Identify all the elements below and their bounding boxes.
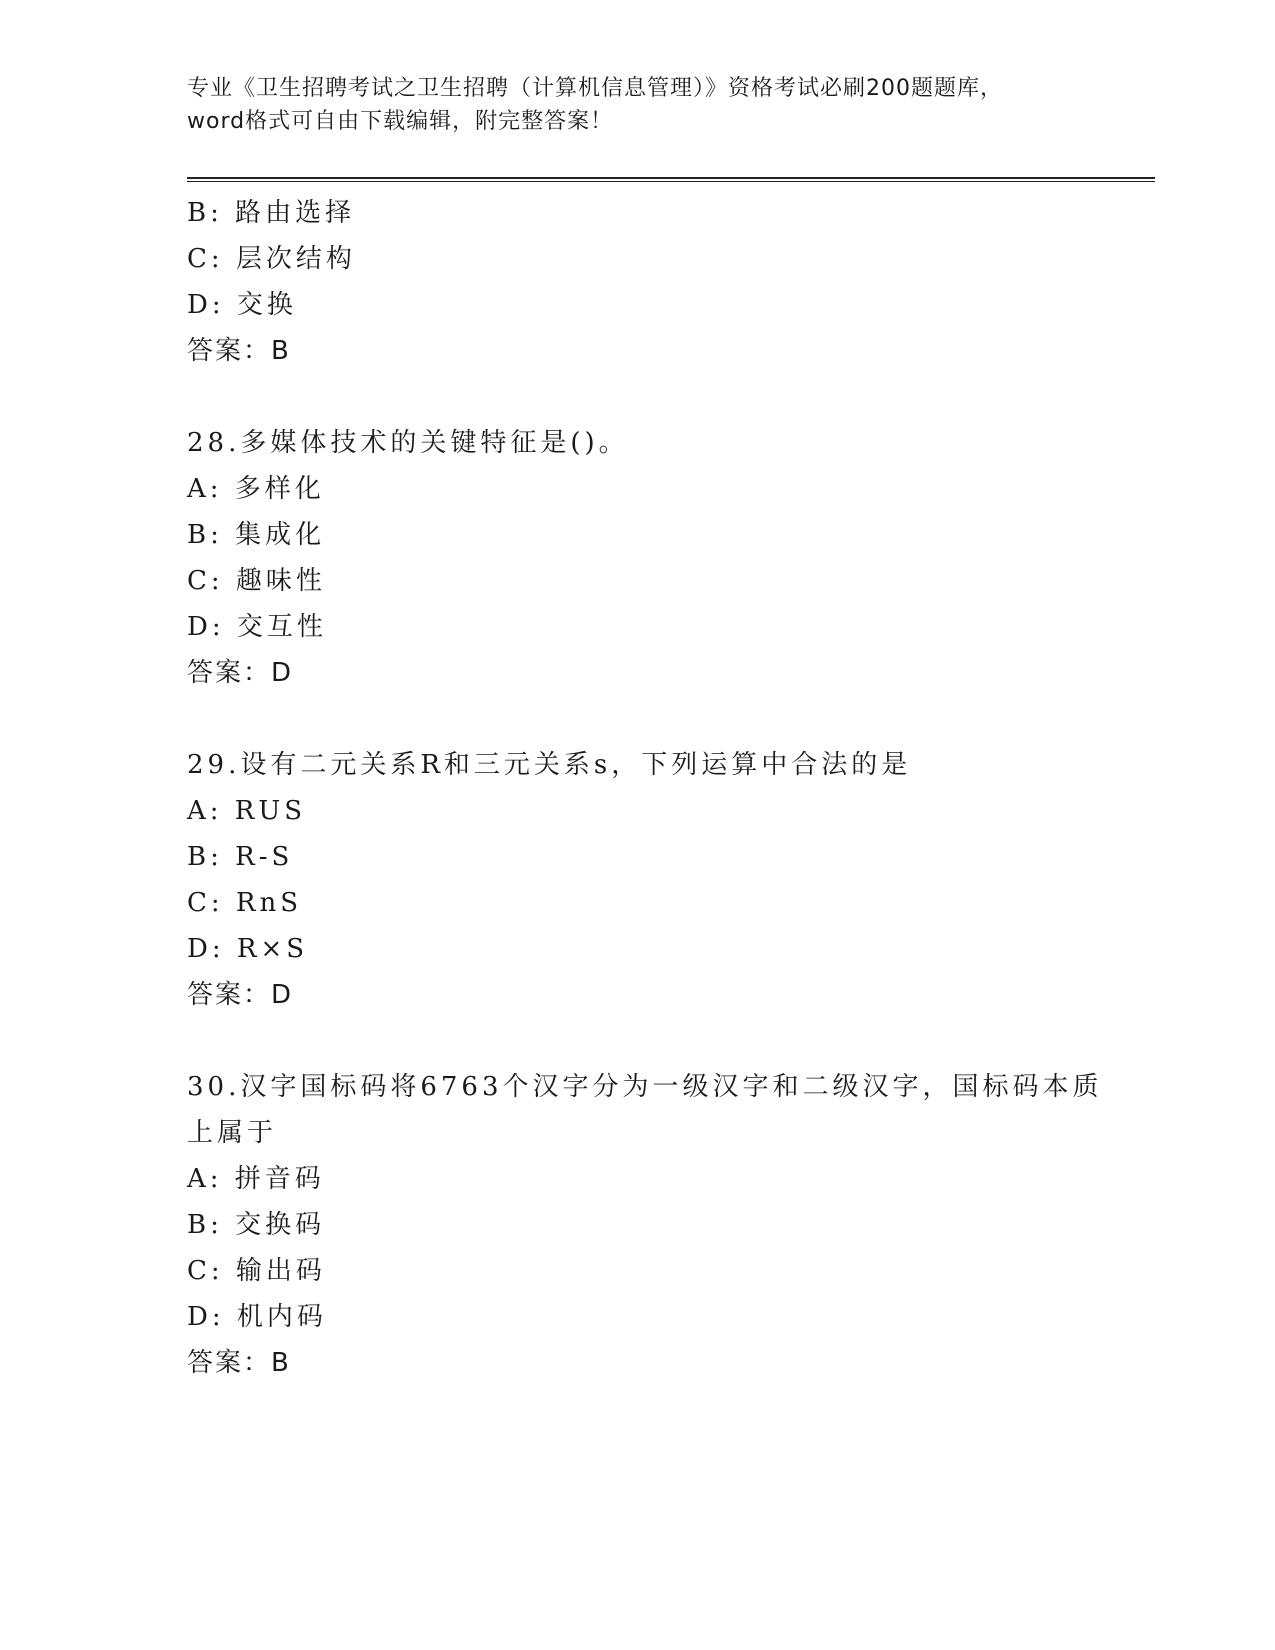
- option-b: B: R-S: [187, 842, 294, 872]
- answer: 答案：B: [187, 336, 291, 366]
- header-line-1: 专业《卫生招聘考试之卫生招聘（计算机信息管理）》资格考试必刷200题题库，: [187, 76, 1003, 101]
- option-a: A: 多样化: [187, 474, 325, 504]
- question-text-line-1: 30.汉字国标码将6763个汉字分为一级汉字和二级汉字，国标码本质: [187, 1072, 1103, 1102]
- question-28: [187, 420, 1087, 696]
- answer: 答案：D: [187, 658, 294, 688]
- option-d: D: 机内码: [187, 1302, 327, 1332]
- option-c: C: RnS: [187, 888, 303, 918]
- header-divider: [187, 177, 1155, 182]
- document-header: [187, 72, 1087, 138]
- question-text: 28.多媒体技术的关键特征是()。: [187, 428, 629, 458]
- option-d: D: 交换: [187, 290, 297, 320]
- header-line-2: word格式可自由下载编辑，附完整答案！: [187, 109, 614, 134]
- option-c: C: 输出码: [187, 1256, 326, 1286]
- option-b: B: 交换码: [187, 1210, 326, 1240]
- question-27-tail: [187, 190, 1087, 374]
- question-30: [187, 1064, 1103, 1386]
- question-text-line-2: 上属于: [187, 1118, 278, 1148]
- option-d: D: 交互性: [187, 612, 327, 642]
- option-b: B: 集成化: [187, 520, 326, 550]
- option-d: D: R×S: [187, 934, 309, 964]
- option-b: B: 路由选择: [187, 198, 356, 228]
- question-text: 29.设有二元关系R和三元关系s，下列运算中合法的是: [187, 750, 912, 780]
- option-a: A: RUS: [187, 796, 307, 826]
- option-a: A: 拼音码: [187, 1164, 325, 1194]
- question-29: [187, 742, 1087, 1018]
- answer: 答案：D: [187, 980, 294, 1010]
- question-list: [187, 190, 1103, 1386]
- option-c: C: 趣味性: [187, 566, 326, 596]
- answer: 答案：B: [187, 1348, 291, 1378]
- option-c: C: 层次结构: [187, 244, 356, 274]
